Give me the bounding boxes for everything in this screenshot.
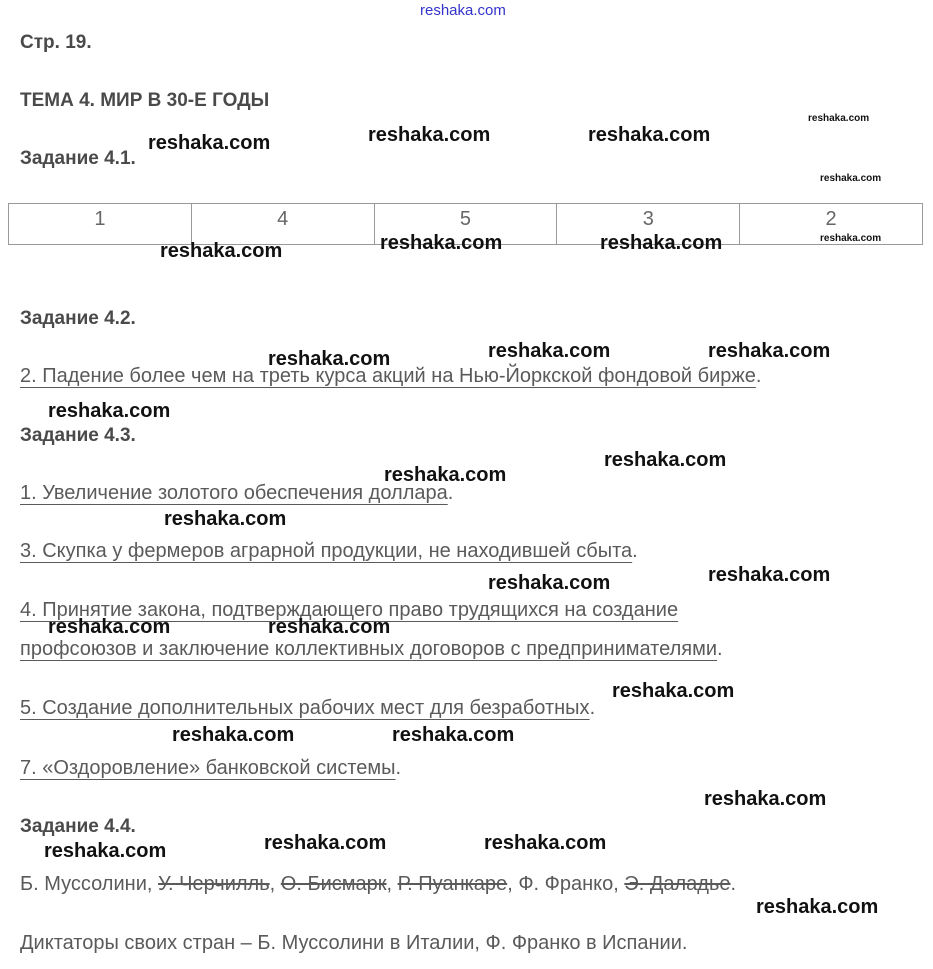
watermark: reshaka.com — [368, 124, 491, 146]
name-mussolini: Б. Муссолини — [20, 873, 147, 895]
watermark-small: reshaka.com — [820, 173, 882, 184]
watermark: reshaka.com — [48, 400, 171, 422]
name-churchill-struck: У. Черчилль — [158, 873, 270, 895]
separator: , — [386, 873, 398, 895]
watermark: reshaka.com — [264, 832, 387, 854]
watermark: reshaka.com — [48, 616, 171, 638]
watermark: reshaka.com — [488, 572, 611, 594]
punctuation: . — [632, 540, 638, 562]
answer-text: 2. Падение более чем на треть курса акций на Нью-Йоркской фондовой бирже — [20, 365, 756, 387]
table-cell: 1 — [9, 204, 192, 245]
answer-text: 1. Увеличение золотого обеспечения доллара — [20, 482, 448, 504]
watermark: reshaka.com — [164, 508, 287, 530]
watermark: reshaka.com — [488, 340, 611, 362]
task-4-3-answer-7 — [20, 757, 401, 780]
task-4-2-title: Задание 4.2. — [20, 308, 136, 329]
answer-text: профсоюзов и заключение коллективных договоров с предпринимателями — [20, 638, 718, 660]
watermark: reshaka.com — [384, 464, 507, 486]
punctuation: . — [717, 638, 723, 660]
name-franco: Ф. Франко — [518, 873, 614, 895]
separator: , — [507, 873, 519, 895]
answer-text: 4. Принятие закона, подтверждающего право трудящихся на создание — [20, 599, 679, 621]
watermark: reshaka.com — [268, 348, 391, 370]
task-4-3-answer-4-line-2 — [20, 638, 723, 661]
name-bismarck-struck: О. Бисмарк — [280, 873, 387, 895]
answer-text: 7. «Оздоровление» банковской системы — [20, 757, 396, 779]
watermark: reshaka.com — [756, 896, 879, 918]
watermark: reshaka.com — [708, 340, 831, 362]
task-4-4-conclusion: Диктаторы своих стран – Б. Муссолини в Италии, Ф. Франко в Испании. — [20, 932, 688, 954]
table-cell: 4 — [191, 204, 374, 245]
watermark: reshaka.com — [484, 832, 607, 854]
watermark: reshaka.com — [604, 449, 727, 471]
name-daladier-struck: Э. Даладье — [624, 873, 731, 895]
punctuation: . — [730, 873, 737, 895]
watermark: reshaka.com — [704, 788, 827, 810]
watermark: reshaka.com — [172, 724, 295, 746]
task-4-1-title: Задание 4.1. — [20, 148, 136, 169]
task-4-3-title: Задание 4.3. — [20, 425, 136, 446]
page-number: Стр. 19. — [20, 32, 92, 53]
task-4-4-names — [20, 873, 736, 896]
answer-text: 5. Создание дополнительных рабочих мест для безработных — [20, 697, 590, 719]
separator: , — [269, 873, 281, 895]
task-4-3-answer-3 — [20, 540, 638, 563]
site-watermark-top: reshaka.com — [420, 2, 506, 19]
table-cell: 5 — [374, 204, 557, 245]
separator: , — [146, 873, 158, 895]
watermark: reshaka.com — [148, 132, 271, 154]
watermark: reshaka.com — [380, 232, 503, 254]
watermark: reshaka.com — [600, 232, 723, 254]
answer-text: 3. Скупка у фермеров аграрной продукции, не находившей сбыта — [20, 540, 633, 562]
separator: , — [613, 873, 625, 895]
watermark: reshaka.com — [588, 124, 711, 146]
watermark: reshaka.com — [268, 616, 391, 638]
task-4-3-answer-5 — [20, 697, 595, 720]
punctuation: . — [447, 482, 454, 504]
topic-title: ТЕМА 4. МИР В 30-Е ГОДЫ — [20, 90, 270, 111]
punctuation: . — [589, 697, 596, 719]
watermark: reshaka.com — [708, 564, 831, 586]
watermark-small: reshaka.com — [820, 233, 882, 244]
task-4-2-answer — [20, 365, 761, 388]
watermark: reshaka.com — [44, 840, 167, 862]
table-cell: 2 — [740, 204, 923, 245]
punctuation: . — [395, 757, 402, 779]
watermark-small: reshaka.com — [808, 113, 870, 124]
watermark: reshaka.com — [160, 240, 283, 262]
watermark: reshaka.com — [392, 724, 515, 746]
watermark: reshaka.com — [612, 680, 735, 702]
name-poincare-struck: Р. Пуанкаре — [397, 873, 508, 895]
punctuation: . — [755, 365, 762, 387]
task-4-4-title: Задание 4.4. — [20, 816, 136, 837]
table-cell: 3 — [557, 204, 740, 245]
